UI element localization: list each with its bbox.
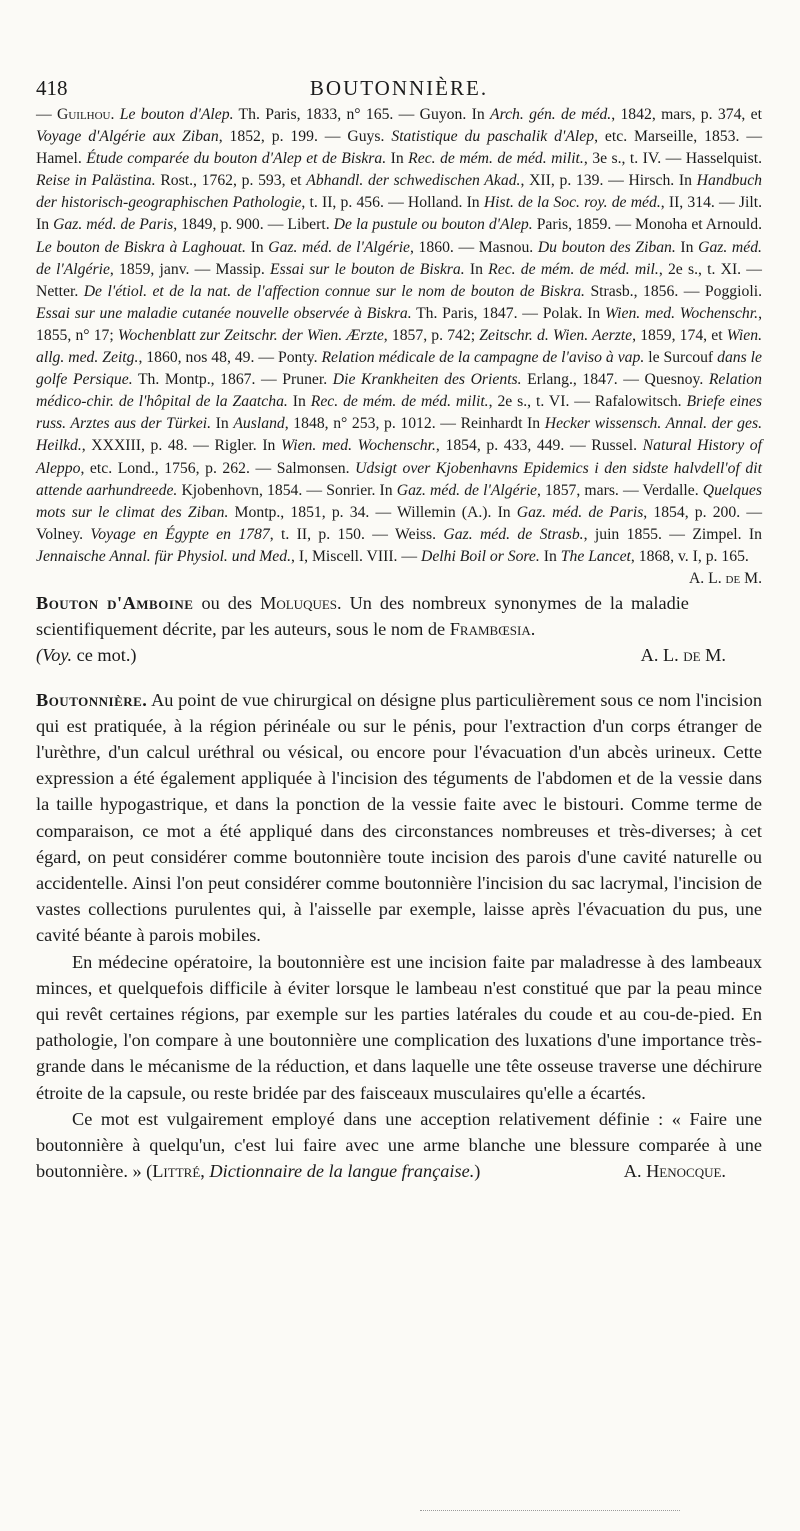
bib-title: Gaz. méd. de l'Algérie	[36, 238, 762, 278]
bib-title: Quelques mots sur le climat des Ziban.	[36, 481, 762, 521]
bib-text: , 1848, n° 253, p. 1012. — Reinhardt In	[284, 415, 545, 433]
bib-text: , t. II, p. 456. — Holland. In	[301, 194, 484, 212]
bib-text: In	[245, 238, 269, 256]
bib-title: Gaz. méd. de Paris	[516, 503, 644, 521]
bib-title: Voyage d'Algérie aux Ziban	[36, 128, 219, 146]
bib-title: Briefe eines russ. Arztes aus der Türkei.	[36, 393, 762, 433]
entry-amboine-signature-line	[36, 642, 762, 668]
bib-title: dans le golfe Persique.	[36, 349, 762, 389]
bib-text: Th. Paris, 1847. — Polak. In	[411, 304, 605, 322]
bib-text: Paris, 1859. — Monoha et Arnould.	[532, 216, 762, 234]
voy-rest: ce mot.)	[72, 645, 137, 666]
bib-text: Rost., 1762, p. 593, et	[155, 172, 307, 190]
bib-title: Du bouton des Ziban.	[537, 238, 676, 256]
bib-text: , 1860, nos 48, 49. — Ponty.	[138, 349, 322, 367]
bib-title: Udsigt over Kjobenhavns Epidemics i den sidste halvdell'of dit attende aarhundreede.	[36, 459, 762, 499]
entry-headword: Boutonnière.	[36, 689, 148, 710]
bib-text: Strasb., 1856. — Poggioli.	[584, 282, 762, 300]
voy-label: (Voy.	[36, 645, 73, 666]
bibliography	[36, 104, 763, 587]
bib-text: , 1854, p. 433, 449. — Russel.	[435, 437, 643, 455]
bib-text: , 1859, 174, et	[632, 326, 727, 344]
entry-text: Au point de vue chirurgical on désigne plus particulièrement sous ce nom l'incision qui est pratiquée, à la région périnéale ou sur le pénis, pour l'extraction d'un corps étranger de l'urèthre, d'un calcul uréthral ou vésical, ou encore pour l'évacuation d'un abcès urineux. Cette expression a été également appliquée à l'incision des téguments de l'abdomen et de la vessie dans la taille hypogastrique, et dans la ponction de la vessie faite avec le bistouri. Comme terme de comparaison, ce mot a été appliqué dans des circonstances nombreuses et très-diverses; à cet égard, on peut considérer comme boutonnière toute incision des parois d'une cavité naturelle ou accidentelle. Ainsi l'on peut considérer comme boutonnière l'incision du sac lacrymal, l'incision de vastes collections purulentes qui, à l'aisselle par exemple, laisse après l'évacuation du pus, une cavité béante à parois mobiles.	[36, 689, 762, 946]
bib-text: , II, 314. — Jilt. In	[36, 194, 762, 234]
bib-text: , etc. Marseille, 1853. — Hamel.	[36, 128, 763, 168]
entry-headword: Bouton d'Amboine	[36, 592, 194, 613]
bib-title: Reise in Palästina.	[36, 172, 156, 190]
bib-title: Handbuch der historisch-geographischen Pathologie	[36, 172, 763, 212]
bib-title: Gaz. méd. de l'Algérie	[268, 238, 411, 256]
bib-title: De la pustule ou bouton d'Alep.	[333, 216, 533, 234]
bib-text: , 1842, mars, p. 374, et	[611, 106, 762, 123]
bib-text: , t. II, p. 150. — Weiss.	[269, 525, 444, 543]
bib-text: , XXXIII, p. 48. — Rigler. In	[81, 437, 282, 455]
bib-title: Relation médico-chir. de l'hôpital de la Zaatcha.	[36, 371, 762, 411]
entry-signature: A. Henocque.	[623, 1161, 726, 1182]
bib-title: Étude comparée du bouton d'Alep et de Biskra.	[86, 150, 387, 168]
entry-text: Ce mot est vulgairement employé dans une acception relativement définie : « Faire une boutonnière à quelqu'un, c'est lui faire avec une arme blanche une blessure comparée à une boutonnière. » (	[36, 1108, 762, 1182]
entry-text: Moluques	[260, 592, 338, 613]
page-bottom-mark	[420, 1510, 680, 1515]
page-number: 418	[36, 76, 68, 100]
entry-text: ou des	[193, 592, 261, 613]
bib-text: Th. Paris, 1833, n° 165. — Guyon. In	[233, 106, 490, 123]
bib-text: , 1859, janv. — Massip.	[109, 260, 271, 278]
entry-text: ,	[200, 1161, 210, 1182]
bib-text: , 2e s., t. VI. — Rafalowitsch.	[488, 393, 687, 411]
cited-work: Dictionnaire de la langue française.	[209, 1161, 475, 1182]
entry-boutonniere	[36, 687, 762, 1185]
bib-text: , 3e s., t. IV. — Hasselquist.	[583, 150, 762, 168]
bib-text: In	[464, 260, 489, 278]
entry-text: . Un des nombreux synonymes de la maladie scientifiquement décrite, par les auteurs, sous le nom de	[36, 592, 689, 640]
bib-text: In	[539, 547, 561, 565]
entry-paragraph: En médecine opératoire, la boutonnière est une incision faite par maladresse à des lambeaux minces, et quelquefois difficile à éviter lorsque le lambeau n'est constitué que par la peau mince qui revêt certaines régions, par exemple sur les parties latérales du coude et au cou-de-pied. En pathologie, l'on compare à une boutonnière une complication des luxations d'une importance très-grande dans le mécanisme de la réduction, et dans laquelle une tête osseuse traverse une déchirure étroite de la capsule, ou reste bridée par des faisceaux musculaires qu'elle a écartés.	[36, 951, 762, 1103]
bib-title: Voyage en Égypte en 1787	[90, 525, 270, 543]
bib-text: , 1852, p. 199. — Guys.	[218, 128, 392, 146]
bib-title: Wien. med. Wochenschr.	[604, 304, 759, 322]
bib-text: le Surcouf	[644, 349, 718, 367]
bibliography-signature: A. L. de M.	[688, 569, 762, 587]
bib-text: , 1868, v. I, p. 165.	[630, 547, 749, 565]
bib-title: Relation médicale de la campagne de l'aviso à vap.	[321, 349, 645, 367]
bib-title: Statistique du paschalik d'Alep	[391, 128, 595, 146]
bib-text: , XII, p. 139. — Hirsch. In	[520, 172, 697, 190]
bib-text: , 1849, p. 900. — Libert.	[173, 216, 334, 234]
bib-title: Wien. allg. med. Zeitg.	[36, 326, 763, 367]
bib-text: — Guilhou.	[36, 106, 120, 123]
bib-text: , 2e s., t. XI. — Netter.	[36, 260, 762, 300]
bib-title: Abhandl. der schwedischen Akad.	[306, 172, 521, 190]
bib-title: Rec. de mém. de méd. milit.	[408, 150, 584, 168]
bib-title: De l'étiol. et de la nat. de l'affection connue sur le nom de bouton de Biskra.	[83, 282, 585, 300]
bib-text: In	[287, 393, 311, 411]
bib-text: , etc. Lond., 1756, p. 262. — Salmonsen.	[80, 459, 356, 477]
bib-text: Erlang., 1847. — Quesnoy.	[521, 371, 709, 389]
bib-title: Gaz. méd. de Paris	[53, 216, 174, 234]
bib-title: Ausland	[233, 415, 285, 433]
bib-text: Kjobenhovn, 1854. — Sonrier. In	[177, 481, 397, 499]
entry-paragraph	[36, 1106, 762, 1185]
bib-title: Rec. de mém. de méd. milit.	[310, 393, 489, 411]
bib-text: , 1857, p. 742;	[383, 326, 480, 344]
bib-title: Gaz. méd. de Strasb.	[443, 525, 584, 543]
bib-text: In	[386, 150, 409, 168]
bib-title: Le bouton d'Alep.	[119, 106, 234, 123]
bib-text: In	[675, 238, 699, 256]
see-reference	[36, 642, 137, 668]
running-title: BOUTONNIÈRE.	[309, 76, 489, 100]
bib-text: , I, Miscell. VIII. —	[291, 547, 422, 565]
bib-title: Hist. de la Soc. roy. de méd.	[483, 194, 661, 212]
running-head	[36, 62, 762, 98]
bib-text: Montp., 1851, p. 34. — Willemin (A.). In	[228, 503, 517, 521]
bib-title: Jennaische Annal. für Physiol. und Med.	[36, 547, 292, 565]
bib-title: Gaz. méd. de l'Algérie	[396, 481, 537, 499]
entry-text: )	[474, 1161, 481, 1182]
bib-title: Hecker wissensch. Annal. der ges. Heilkd.	[36, 415, 762, 455]
bib-title: Rec. de mém. de méd. mil.	[488, 260, 659, 278]
bib-text: , juin 1855. — Zimpel. In	[583, 525, 762, 543]
bib-text: , 1855, n° 17;	[36, 304, 762, 344]
cited-author: Littré	[152, 1161, 201, 1182]
bib-title: Arch. gén. de méd.	[489, 106, 612, 123]
bib-text: , 1860. — Masnou.	[410, 238, 538, 256]
entry-text: .	[530, 619, 536, 640]
bib-title: Wien. med. Wochenschr.	[281, 437, 436, 455]
cross-reference: Frambœsia	[449, 619, 531, 640]
bib-text: , 1854, p. 200. — Volney.	[36, 503, 763, 543]
bib-title: Le bouton de Biskra à Laghouat.	[36, 238, 246, 256]
page	[36, 62, 762, 1184]
bib-title: Essai sur une maladie cutanée nouvelle observée à Biskra.	[36, 304, 412, 322]
bib-title: Essai sur le bouton de Biskra.	[270, 260, 465, 278]
entry-bouton-amboine	[36, 590, 762, 669]
bib-text: , 1857, mars. — Verdalle.	[537, 481, 703, 499]
bib-title: Zeitschr. d. Wien. Aerzte	[479, 326, 633, 344]
bib-title: Natural History of Aleppo	[36, 437, 762, 477]
bib-title: Delhi Boil or Sore.	[421, 547, 540, 565]
entry-amboine-text	[36, 590, 762, 642]
bib-title: Die Krankheiten des Orients.	[332, 371, 522, 389]
bib-text: In	[211, 415, 234, 433]
bib-text: Th. Montp., 1867. — Pruner.	[132, 371, 333, 389]
entry-paragraph	[36, 687, 762, 949]
bib-title: Wochenblatt zur Zeitschr. der Wien. Ærzte	[117, 326, 384, 344]
entry-signature: A. L. de M.	[640, 645, 726, 666]
bib-title: The Lancet	[560, 547, 631, 565]
